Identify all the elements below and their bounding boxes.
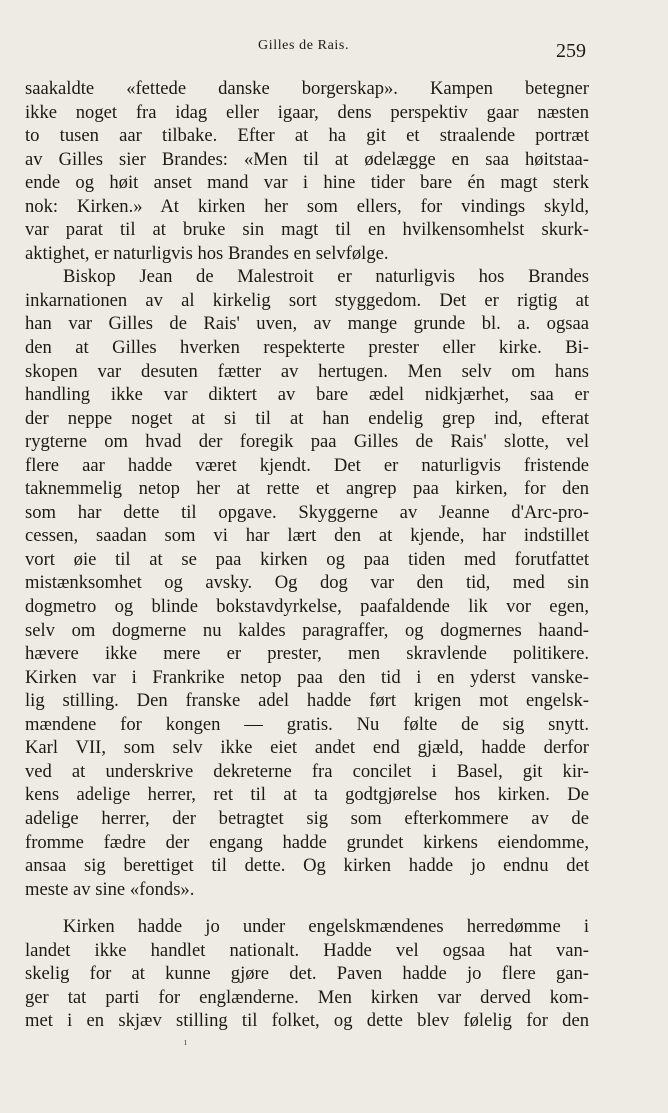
text-line: meste av sine «fonds». xyxy=(25,878,195,900)
text-line: skopen var desuten fætter av hertugen. Men selv om hans xyxy=(25,360,589,382)
text-line: han var Gilles de Rais' uven, av mange grunde bl. a. ogsaa xyxy=(25,313,589,335)
text-line: taknemmelig netop her at rette et angrep paa kirken, for den xyxy=(25,478,589,500)
text-line: vort øie til at se paa kirken og paa tiden med forutfattet xyxy=(25,548,589,570)
text-line: av Gilles sier Brandes: «Men til at ødelægge en saa høitstaa- xyxy=(25,148,589,170)
text-line: mændene for kongen — gratis. Nu følte de sig snytt. xyxy=(25,713,589,735)
text-line: lig stilling. Den franske adel hadde ført krigen mot engelsk- xyxy=(25,690,589,712)
text-line: saakaldte «fettede danske borgerskap». Kampen betegner xyxy=(25,78,589,99)
text-line: ved at underskrive dekreterne fra concilet i Basel, git kir- xyxy=(25,760,589,782)
text-line: flere aar hadde været kjendt. Det er naturligvis fristende xyxy=(25,454,589,476)
text-line: landet ikke handlet nationalt. Hadde vel ogsaa hat van- xyxy=(25,939,589,961)
running-title: Gilles de Rais. xyxy=(258,38,350,53)
text-line: Kirken hadde jo under engelskmændenes herredømme i xyxy=(63,916,589,938)
footer-mark: ı xyxy=(184,1036,188,1048)
text-line: skelig for at kunne gjøre det. Paven hadde jo flere gan- xyxy=(25,963,589,985)
text-line: aktighet, er naturligvis hos Brandes en selvfølge. xyxy=(25,242,389,264)
text-line: ikke noget fra idag eller igaar, dens perspektiv gaar næsten xyxy=(25,101,589,123)
text-line: hævere ikke mere er prester, men skravlende politikere. xyxy=(25,643,589,665)
text-line: cessen, saadan som vi har lært den at kjende, har indstillet xyxy=(25,525,589,547)
page-number: 259 xyxy=(556,40,586,62)
text-line: var parat til at bruke sin magt til en hvilkensomhelst skurk- xyxy=(25,219,589,241)
text-line: fromme fædre der engang hadde grundet kirkens eiendomme, xyxy=(25,831,589,853)
text-line: adelige herrer, der betragtet sig som efterkommere av de xyxy=(25,807,589,829)
paragraph-gap xyxy=(25,901,589,915)
text-line: selv om dogmerne nu kaldes paragraffer, og dogmernes haand- xyxy=(25,619,589,641)
text-line: rygterne om hvad der foregik paa Gilles de Rais' slotte, vel xyxy=(25,431,589,453)
text-line: dogmetro og blinde bokstavdyrkelse, paafaldende lik vor egen, xyxy=(25,596,589,618)
text-line: ende og høit anset mand var i hine tider bare én magt sterk xyxy=(25,172,589,194)
text-line: ger tat parti for englænderne. Men kirken var derved kom- xyxy=(25,986,589,1008)
text-line: Karl VII, som selv ikke eiet andet end gjæld, hadde derfor xyxy=(25,737,589,759)
text-line: inkarnationen av al kirkelig sort styggedom. Det er rigtig at xyxy=(25,289,589,311)
text-line: kens adelige herrer, ret til at ta godtgjørelse hos kirken. De xyxy=(25,784,589,806)
text-line: Kirken var i Frankrike netop paa den tid i en yderst vanske- xyxy=(25,666,589,688)
text-line: nok: Kirken.» At kirken her som ellers, for vindings skyld, xyxy=(25,195,589,217)
text-line: ansaa sig berettiget til dette. Og kirken hadde jo endnu det xyxy=(25,855,589,877)
text-line: der neppe noget at si til at han endelig grep ind, efterat xyxy=(25,407,589,429)
text-line: mistænksomhet og avsky. Og dog var den tid, med sin xyxy=(25,572,589,594)
text-line: to tusen aar tilbake. Efter at ha git et straalende portræt xyxy=(25,125,589,147)
text-line: Biskop Jean de Malestroit er naturligvis hos Brandes xyxy=(63,266,589,288)
text-line: handling ikke var diktert av bare ædel nidkjærhet, saa er xyxy=(25,384,589,406)
text-line: som har dette til opgave. Skyggerne av Jeanne d'Arc-pro- xyxy=(25,501,589,523)
text-line: den at Gilles hverken respekterte prester eller kirke. Bi- xyxy=(25,337,589,359)
body-text xyxy=(25,77,589,1033)
text-line: met i en skjæv stilling til folket, og dette blev følelig for den xyxy=(25,1010,589,1032)
